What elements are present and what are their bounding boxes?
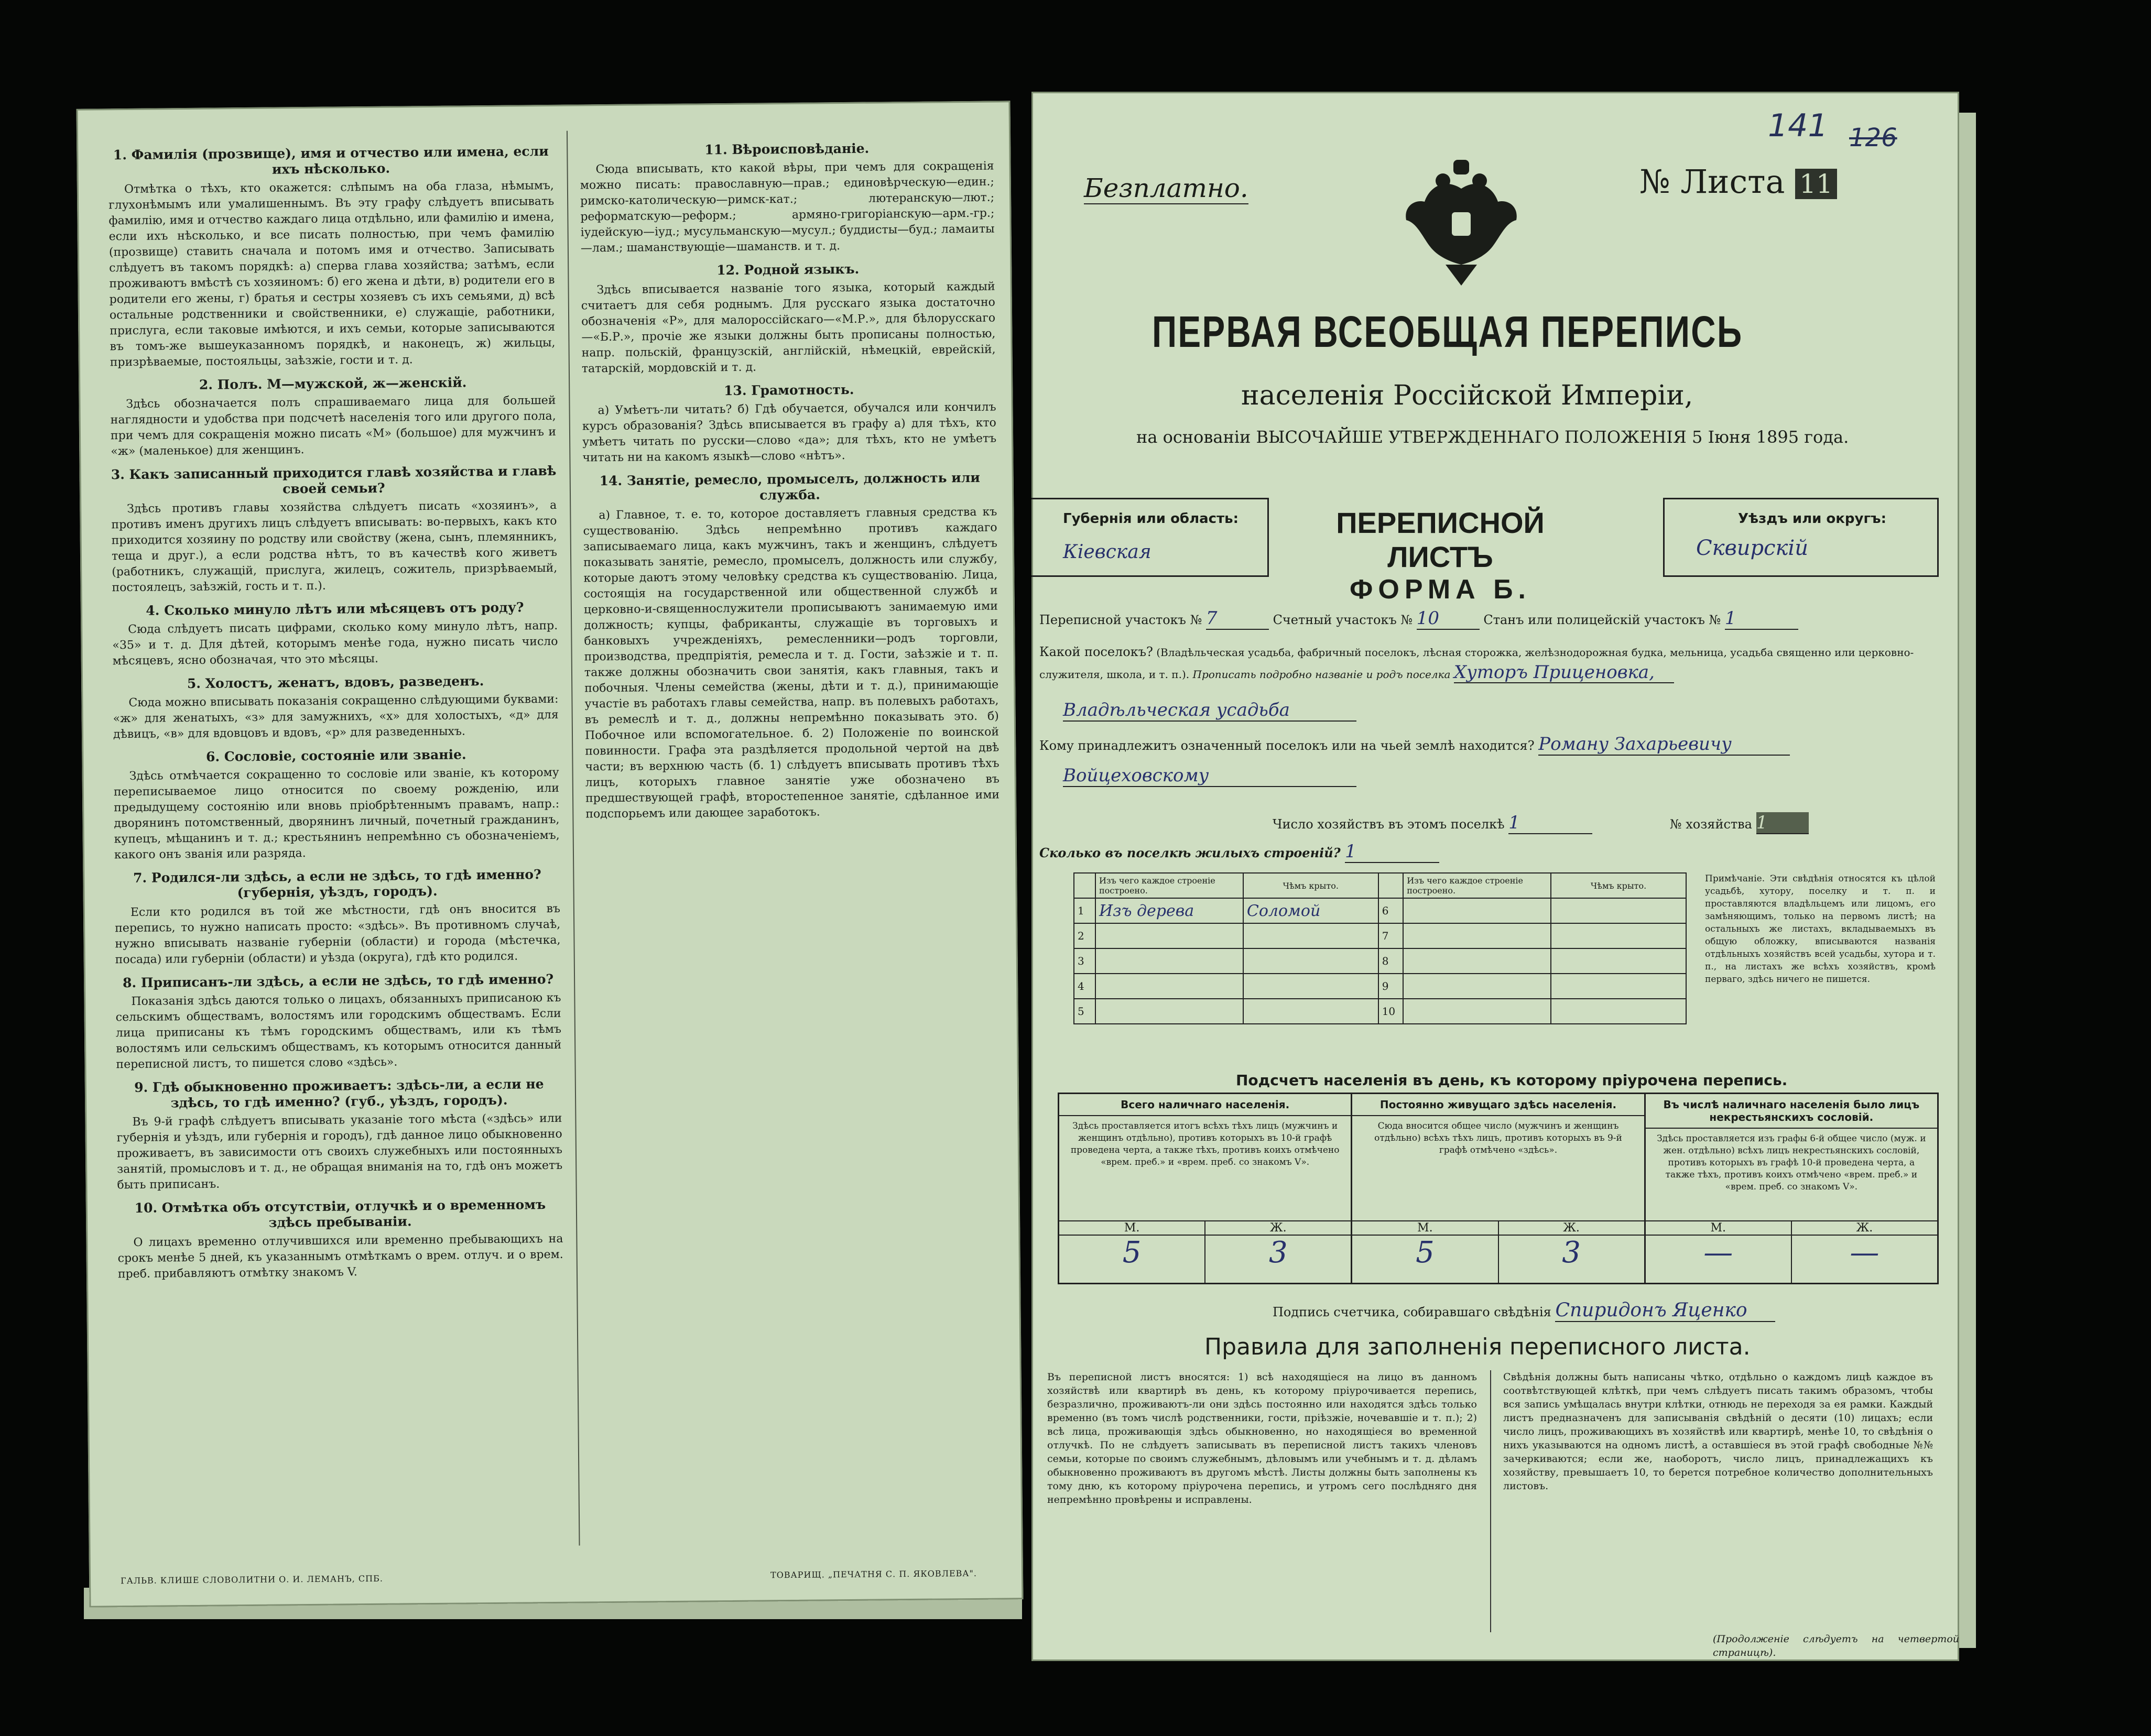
instructions-column-1 — [108, 136, 563, 1286]
households-label: Число хозяйствъ въ этомъ поселкѣ — [1273, 817, 1505, 832]
settlement-label: Какой поселокъ? — [1039, 645, 1153, 659]
building-roof — [1243, 974, 1378, 999]
uezd-box — [1663, 498, 1939, 577]
instruction-text: Сюда можно вписывать показанія сокращенно слѣдующими буквами: «ж» для женатыхъ, «з» для замужнихъ, «х» для холостыхъ, «д» для дѣвицъ, «в» для вдовцовъ и вдовъ, «р» для разведенныхъ. — [113, 692, 559, 741]
building-roof — [1551, 948, 1686, 974]
buildings-line — [1039, 841, 1439, 863]
free-label: Безплатно. — [1084, 173, 1248, 203]
rules-left-column: Въ переписной листъ вносятся: 1) всѣ находящіеся на лицо въ данномъ хозяйствѣ или квартирѣ въ день, къ которому пріурочивается перепись, безразлично, проживаютъ-ли они здѣсь постоянно или находятся здѣсь только временно (въ томъ числѣ родственники, гости, пріѣзжіе, ночевавшіе и т. п.); 2) всѣ лица, проживающія здѣсь обыкновенно, но находящіеся во временной отлучкѣ. По не слѣдуетъ записывать въ переписной листъ такихъ членовъ семьи, которые по своимъ служебнымъ, дѣловымъ или учебнымъ и т. д. дѣламъ обыкновенно проживаютъ въ другомъ мѣстѣ. Листы должны быть заполнены къ тому дню, къ которому пріурочена перепись, и утромъ сего послѣдняго дня непремѣнно провѣрены и исправлены. — [1047, 1371, 1477, 1505]
stan-label: Станъ или полицейскій участокъ № — [1483, 613, 1721, 627]
printer-credit-left: ГАЛЬВ. КЛИШЕ СЛОВОЛИТНИ О. И. ЛЕМАНЪ, СПБ. — [120, 1573, 383, 1586]
female-label: Ж. — [1856, 1221, 1873, 1235]
signature-line — [1273, 1300, 1775, 1322]
building-material — [1095, 923, 1243, 948]
rules-divider — [1490, 1370, 1491, 1632]
row-number: 3 — [1074, 948, 1095, 974]
instruction-text: Сюда слѣдуетъ писать цифрами, сколько кому минуло лѣтъ, напр. «35» и т. д. Для дѣтей, которымъ менѣе года, нужно писать число мѣсяцевъ, ясно обозначая, что это мѣсяцы. — [112, 619, 558, 668]
population-count-title: Подсчетъ населенія въ день, къ которому пріурочена перепись. — [1236, 1072, 1788, 1089]
building-roof — [1551, 999, 1686, 1024]
building-material: Изъ дерева — [1095, 898, 1243, 923]
column-divider — [567, 131, 580, 1546]
row-number: 10 — [1378, 999, 1404, 1024]
female-label: Ж. — [1269, 1221, 1287, 1235]
instruction-text: Здѣсь противъ главы хозяйства слѣдуетъ писать «хозяинъ», а противъ именъ другихъ лицъ слѣдуетъ вписывать: во-первыхъ, какъ кто приходится хозяину по родству или свойству (жена, сынъ, племянникъ, теща и друг.), а если родства нѣтъ, то въ качествѣ кого живетъ (работникъ, служащій, прислуга, жилецъ, сожитель, призрѣваемый, постоялецъ, заѣзжій, гость и т. п.). — [111, 498, 558, 595]
rules-title: Правила для заполненія переписного листа. — [1204, 1334, 1751, 1360]
instruction-heading: 11. Вѣроисповѣданіе. — [704, 140, 870, 158]
count-column-header: Въ числѣ наличнаго населенія было лицъ некрестьянскихъ сословій. — [1646, 1094, 1937, 1129]
form-title: ПЕРЕПИСНОЙ ЛИСТЪ — [1336, 506, 1545, 573]
buildings-table — [1073, 872, 1687, 1024]
signature-value: Спиридонъ Яценко — [1555, 1300, 1775, 1322]
archive-page-number-old: 126 — [1849, 123, 1897, 152]
form-title-block — [1294, 506, 1587, 605]
instruction-text: Отмѣтка о тѣхъ, кто окажется: слѣпымъ на оба глаза, нѣмымъ, глухонѣмымъ или умалишеннымъ. Въ эту графу слѣдуетъ вписывать фамилію, имя и отчество каждаго лица отдѣльно, или фамилію и имена, если ихъ нѣсколько, и все писать полностью, при чемъ фамилію (прозвище) ставить сначала и потомъ имя и отчество. Записывать слѣдуетъ въ такомъ порядкѣ: а) сперва глава хозяйства; затѣмъ, если проживаютъ вмѣстѣ съ хозяиномъ: б) его жена и дѣти, в) родители его в родители его жены, г) братья и сестры хозяевъ съ ихъ семьями, д) всѣ остальные родственники и свойственники, е) служащіе, работники, прислуга, если таковые имѣются, и ихъ семьи, которые записываются въ томъ-же вышеуказанномъ порядкѣ, и наконецъ, ж) жильцы, призрѣваемые, постояльцы, заѣзжіе, гости и т. д. — [108, 179, 556, 369]
row-number: 9 — [1378, 974, 1404, 999]
instruction-text: Сюда вписывать, кто какой вѣры, при чемъ для сокращенія можно писать: православную—прав.; единовѣрческую—един.; римско-католическую—римск-кат.; лютеранскую—лют.; реформатскую—реформ.; армяно-григоріанскую—арм.-гр.; іудейскую—іуд.; мусульманскую—мусул.; буддисты—буд.; ламаиты—лам.; шаманствующіе—шаманств. и т. д. — [580, 159, 995, 255]
row-number: 8 — [1378, 948, 1404, 974]
settlement-hint: (Владѣльческая усадьба, фабричный поселокъ, лѣсная сторожка, желѣзнодорожная будка, мельница, усадьба священно или церковно-служителя, школа, и т. п.). — [1039, 646, 1914, 681]
male-label: М. — [1059, 1221, 1205, 1235]
household-number-value: 1 — [1756, 812, 1809, 834]
signature-label: Подпись счетчика, собиравшаго свѣдѣнія — [1273, 1305, 1551, 1319]
instruction-heading: 9. Гдѣ обыкновенно проживаетъ: здѣсь-ли, а если не здѣсь, то гдѣ именно? (губ., уѣздъ, городъ). — [134, 1076, 544, 1111]
female-count: 3 — [1268, 1236, 1288, 1270]
buildings-label: Сколько въ поселкѣ жилыхъ строеній? — [1039, 845, 1341, 860]
buildings-table-row — [1074, 974, 1686, 999]
instruction-text: Здѣсь отмѣчается сокращенно то сословіе или званіе, къ которому переписываемое лицо относится по своему рожденію, или предыдущему состоянію или вновь пріобрѣтеннымъ правамъ, напр.: дворянинъ потомственный, дворянинъ личный, почетный гражданинъ, купецъ, мѣщанинъ и т. д.; крестьянинъ непремѣнно съ обозначеніемъ, какого онъ званія или разряда. — [113, 766, 560, 862]
building-material — [1403, 974, 1551, 999]
instruction-text: а) Умѣетъ-ли читать? б) Гдѣ обучается, обучался или кончилъ курсъ образованія? Здѣсь вписывается въ графу а) для тѣхъ, кто умѣетъ читать по русски—слово «да»; для тѣхъ, кто не умѣетъ читать ни на какомъ языкѣ—слово «нѣтъ». — [582, 400, 997, 465]
households-value: 1 — [1508, 812, 1592, 834]
building-roof — [1551, 923, 1686, 948]
census-title: ПЕРВАЯ ВСЕОБЩАЯ ПЕРЕПИСЬ — [1152, 307, 1743, 356]
archive-page-number: 141 — [1768, 107, 1828, 144]
building-roof — [1243, 923, 1378, 948]
row-number: 2 — [1074, 923, 1095, 948]
perepisnoy-value: 7 — [1206, 608, 1269, 630]
building-roof: Соломой — [1243, 898, 1378, 923]
population-count-columns — [1059, 1094, 1937, 1283]
instruction-heading: 7. Родился-ли здѣсь, а если не здѣсь, то гдѣ именно? (губернія, уѣздъ, городъ). — [133, 867, 541, 901]
roof-header-right: Чѣмъ крыто. — [1551, 873, 1686, 898]
schetny-label: Счетный участокъ № — [1273, 613, 1413, 627]
buildings-table-row — [1074, 948, 1686, 974]
building-material — [1403, 923, 1551, 948]
sheet-number-value: 11 — [1795, 169, 1837, 199]
row-number: 1 — [1074, 898, 1095, 923]
building-material — [1403, 898, 1551, 923]
settlement-value-2-line — [1063, 700, 1356, 722]
settlement-value-2: Владѣльческая усадьба — [1063, 700, 1356, 722]
buildings-table-row — [1074, 999, 1686, 1024]
rules-right-column: Свѣдѣнія должны быть написаны чѣтко, отдѣльно о каждомъ лицѣ каждое въ соотвѣтствующей клѣткѣ, при чемъ слѣдуетъ писать такимъ образомъ, чтобы вся запись умѣщалась внутри клѣтки, отнюдь не переходя за ея рамки. Каждый листъ предназначенъ для записыванія свѣдѣній о десяти (10) лицахъ; если число лицъ, проживающихъ въ хозяйствѣ или квартирѣ, менѣе 10, то свѣдѣнія о нихъ указываются на одномъ листѣ, а оставшіеся въ этой графѣ свободные №№ зачеркиваются; если же, наоборотъ, число лицъ, принадлежащихъ къ хозяйству, превышаетъ 10, то берется потребное количество дополнительныхъ листовъ. — [1503, 1371, 1933, 1492]
building-material — [1095, 999, 1243, 1024]
instruction-heading: 8. Приписанъ-ли здѣсь, а если не здѣсь, то гдѣ именно? — [122, 971, 554, 991]
population-count-table — [1058, 1093, 1939, 1284]
count-column-values — [1059, 1235, 1351, 1283]
instruction-heading: 12. Родной языкъ. — [716, 261, 860, 278]
perepisnoy-label: Переписной участокъ № — [1039, 613, 1202, 627]
instruction-heading: 2. Полъ. М—мужской, ж—женскій. — [199, 375, 467, 392]
instruction-text: Здѣсь вписывается названіе того языка, который каждый считаетъ для себя роднымъ. Для русскаго языка достаточно обозначенія «Р», для малороссійскаго—«М.Р.», для бѣлорусскаго—«Б.Р.», прочіе же языки должны быть прописаны полностью, напр. польскій, французскій, англійскій, нѣмецкій, еврейскій, татарскій, мордовскій и т. д. — [581, 280, 996, 376]
settlement-line — [1039, 642, 1941, 684]
uezd-label: Уѣздъ или округъ: — [1738, 511, 1886, 527]
settlement-value: Хуторъ Приценовка, — [1454, 662, 1674, 683]
female-label: Ж. — [1563, 1221, 1580, 1235]
instruction-text: Въ 9-й графѣ слѣдуетъ вписывать указаніе того мѣста («здѣсь» или губернія и уѣздъ, или губернія и городъ), гдѣ данное лицо обыкновенно проживаетъ, въ зависимости отъ своихъ служебныхъ или постоянныхъ занятій, промысловъ и т. д., не обращая вниманія на то, гдѣ онъ можетъ быть приписанъ. — [116, 1111, 563, 1192]
instruction-heading: 5. Холостъ, женатъ, вдовъ, разведенъ. — [187, 673, 484, 692]
instructions-column-2 — [580, 133, 1000, 827]
row-number: 4 — [1074, 974, 1095, 999]
count-column-mf-header — [1352, 1220, 1644, 1235]
instruction-heading: 6. Сословіе, состояніе или званіе. — [205, 747, 466, 765]
count-column-mf-header — [1646, 1220, 1937, 1235]
form-subtitle: ФОРМА Б. — [1350, 574, 1531, 605]
gubernia-value: Кіевская — [1063, 541, 1151, 563]
right-page — [1031, 92, 1959, 1661]
count-column-mf-header — [1059, 1220, 1351, 1235]
instruction-text: Здѣсь обозначается полъ спрашиваемаго лица для большей наглядности и удобства при подсчетѣ населенія того или другого пола, при чемъ для сокращенія можно писать «М» (большое) для мужчинъ и «ж» (маленькое) для женщинъ. — [110, 394, 557, 458]
owner-value: Роману Захарьевичу — [1538, 734, 1790, 756]
instruction-heading: 3. Какъ записанный приходится главѣ хозяйства и главѣ своей семьи? — [111, 463, 557, 497]
double-headed-eagle-emblem — [1393, 157, 1529, 288]
population-count-column — [1644, 1094, 1937, 1283]
stan-value: 1 — [1725, 608, 1798, 630]
continued-note: (Продолженіе слѣдуетъ на четвертой страницѣ). — [1713, 1633, 1959, 1658]
instruction-heading: 4. Сколько минуло лѣтъ или мѣсяцевъ отъ роду? — [146, 599, 524, 618]
uezd-value: Сквирскій — [1696, 536, 1808, 560]
sheet-number — [1639, 162, 1837, 201]
left-page — [77, 101, 1024, 1607]
census-subtitle: населенія Россійской Имперіи, — [1241, 380, 1693, 411]
buildings-table-row — [1074, 923, 1686, 948]
printer-credit-right: ТОВАРИЩ. „ПЕЧАТНЯ С. П. ЯКОВЛЕВА". — [770, 1568, 977, 1580]
households-line — [1273, 812, 1809, 834]
buildings-value: 1 — [1345, 841, 1439, 863]
row-number: 6 — [1378, 898, 1404, 923]
gubernia-label: Губернія или область: — [1063, 511, 1239, 527]
owner-line — [1039, 734, 1790, 756]
count-column-header: Всего наличнаго населенія. — [1059, 1094, 1351, 1116]
male-count: — — [1646, 1236, 1792, 1283]
female-count: 3 — [1562, 1236, 1581, 1270]
population-count-column — [1351, 1094, 1644, 1283]
count-column-values — [1352, 1235, 1644, 1283]
building-roof — [1551, 898, 1686, 923]
male-count: 5 — [1059, 1236, 1205, 1283]
household-number-label: № хозяйства — [1669, 817, 1752, 832]
census-decree-line: на основаніи ВЫСОЧАЙШЕ УТВЕРЖДЕННАГО ПОЛОЖЕНІЯ 5 Іюня 1895 года. — [1136, 427, 1849, 447]
owner-value-2-line — [1063, 765, 1356, 787]
row-number: 5 — [1074, 999, 1095, 1024]
instruction-text: О лицахъ временно отлучившихся или временно пребывающихъ на срокъ менѣе 5 дней, къ указаннымъ отмѣткамъ о врем. отлуч. и о врем. преб. прибавляютъ отмѣтку знакомъ V. — [117, 1232, 563, 1281]
count-column-values — [1646, 1235, 1937, 1283]
instruction-heading: 1. Фамилія (прозвище), имя и отчество или имена, если ихъ нѣсколько. — [113, 143, 549, 177]
instruction-heading: 10. Отмѣтка объ отсутствіи, отлучкѣ и о временномъ здѣсь пребываніи. — [134, 1197, 546, 1230]
schetny-value: 10 — [1417, 608, 1480, 630]
settlement-hint-2: Прописать подробно названіе и родъ поселка — [1192, 668, 1451, 681]
count-column-description: Сюда вносится общее число (мужчинъ и женщинъ отдѣльно) всѣхъ тѣхъ лицъ, противъ которыхъ въ 9-й графѣ отмѣчено «здѣсь». — [1374, 1121, 1622, 1155]
instruction-heading: 13. Грамотность. — [723, 381, 854, 399]
roof-header-left: Чѣмъ крыто. — [1243, 873, 1378, 898]
female-count: — — [1850, 1236, 1880, 1270]
instruction-text: Если кто родился въ той же мѣстности, гдѣ онъ вносится въ перепись, то нужно написать просто: «здѣсь». Въ противномъ случаѣ, нужно вписывать названіе губерніи (области) и города (мѣстечка, посада) или губерніи (области) и уѣзда (округа), гдѣ кто родился. — [115, 902, 561, 967]
male-count: 5 — [1352, 1236, 1498, 1283]
building-roof — [1243, 999, 1378, 1024]
building-material — [1403, 948, 1551, 974]
population-count-column — [1059, 1094, 1351, 1283]
buildings-table-row — [1074, 898, 1686, 923]
buildings-note: Примѣчаніе. Эти свѣдѣнія относятся къ цѣлой усадьбѣ, хутору, поселку и т. п. и проставляются владѣльцемъ или лицомъ, его замѣняющимъ, только на первомъ листѣ; на остальныхъ же листахъ, вкладываемыхъ въ общую обложку, вписываются названія отдѣльныхъ хозяйствъ всей усадьбы, хутора и т. п., на листахъ же всѣхъ хозяйствъ, кромѣ перваго, здѣсь ничего не пишется. — [1705, 874, 1936, 985]
instruction-text: а) Главное, т. е. то, которое доставляетъ главныя средства къ существованію. Здѣсь непремѣнно противъ каждаго записываемаго лица, какъ мужчинъ, такъ и женщинъ, слѣдуетъ показывать занятіе, ремесло, промыселъ, должность или службу, которые даютъ этому человѣку средства къ существованію. Лица, состоящія на государственной или общественной службѣ и церковно-и-священнослужители прописываютъ занимаемую ими должность; купцы, фабриканты, служащіе въ торговыхъ и банковыхъ учрежденіяхъ, ремесленники—родъ торговли, производства, предпріятія, ремесла и т. д. Гости, заѣзжіе и т. п. также должны обозначить свои занятія, какъ главныя, такъ и побочныя. Члены семейства (жены, дѣти и т. д.), принимающіе участіе въ работахъ главы семейства, напр. въ полевыхъ работахъ, въ ремеслѣ и т. д., должны непремѣнно показывать это. б) Побочное или вспомогательное. б. 2) Положеніе по воинской повинности. Графа эта раздѣляется продольной чертой на двѣ части; въ верхнюю часть (б. 1) слѣдуетъ вписывать противъ тѣхъ лицъ, которыхъ главное занятіе уже обозначено въ предшествующей графѣ, второстепенное занятіе, сдѣланное ими подспорьемъ или дающее заработокъ. — [583, 505, 1000, 821]
count-column-description: Здѣсь проставляется итогъ всѣхъ тѣхъ лицъ (мужчинъ и женщинъ отдѣльно), противъ которыхъ въ 10-й графѣ проведена черта, а также тѣхъ, противъ коихъ отмѣчено «врем. преб.» и «врем. преб. со знакомъ V». — [1070, 1121, 1340, 1167]
count-column-description: Здѣсь проставляется изъ графы 6-й общее число (муж. и жен. отдѣльно) всѣхъ лицъ некрестьянскихъ сословій, противъ которыхъ въ графѣ 10-й проведена черта, а также тѣхъ, противъ коихъ отмѣчено «врем. преб.» и «врем. преб. со знакомъ V». — [1657, 1133, 1926, 1192]
count-column-header: Постоянно живущаго здѣсь населенія. — [1352, 1094, 1644, 1116]
building-material — [1095, 948, 1243, 974]
building-material — [1403, 999, 1551, 1024]
material-header-right: Изъ чего каждое строеніе построено. — [1403, 873, 1551, 898]
male-label: М. — [1352, 1221, 1498, 1235]
gubernia-box — [1031, 498, 1269, 577]
owner-label: Кому принадлежитъ означенный поселокъ или на чьей землѣ находится? — [1039, 738, 1535, 753]
row-number: 7 — [1378, 923, 1404, 948]
owner-value-2: Войцеховскому — [1063, 765, 1356, 787]
instruction-text: Показанія здѣсь даются только о лицахъ, обязанныхъ приписаною къ сельскимъ обществамъ, волостямъ или городскимъ обществамъ. Если лица приписаны къ тѣмъ городскимъ обществамъ, или къ тѣмъ волостямъ или сельскимъ обществамъ, къ которымъ относится данный переписной листъ, то пишется слово «здѣсь». — [115, 991, 562, 1072]
district-numbers-line — [1039, 608, 1798, 630]
male-label: М. — [1646, 1221, 1792, 1235]
building-roof — [1551, 974, 1686, 999]
instruction-heading: 14. Занятіе, ремесло, промыселъ, должность или служба. — [599, 470, 981, 503]
buildings-table-header — [1074, 873, 1686, 898]
building-roof — [1243, 948, 1378, 974]
sheet-number-label: № Листа — [1639, 162, 1785, 201]
material-header-left: Изъ чего каждое строеніе построено. — [1095, 873, 1243, 898]
building-material — [1095, 974, 1243, 999]
